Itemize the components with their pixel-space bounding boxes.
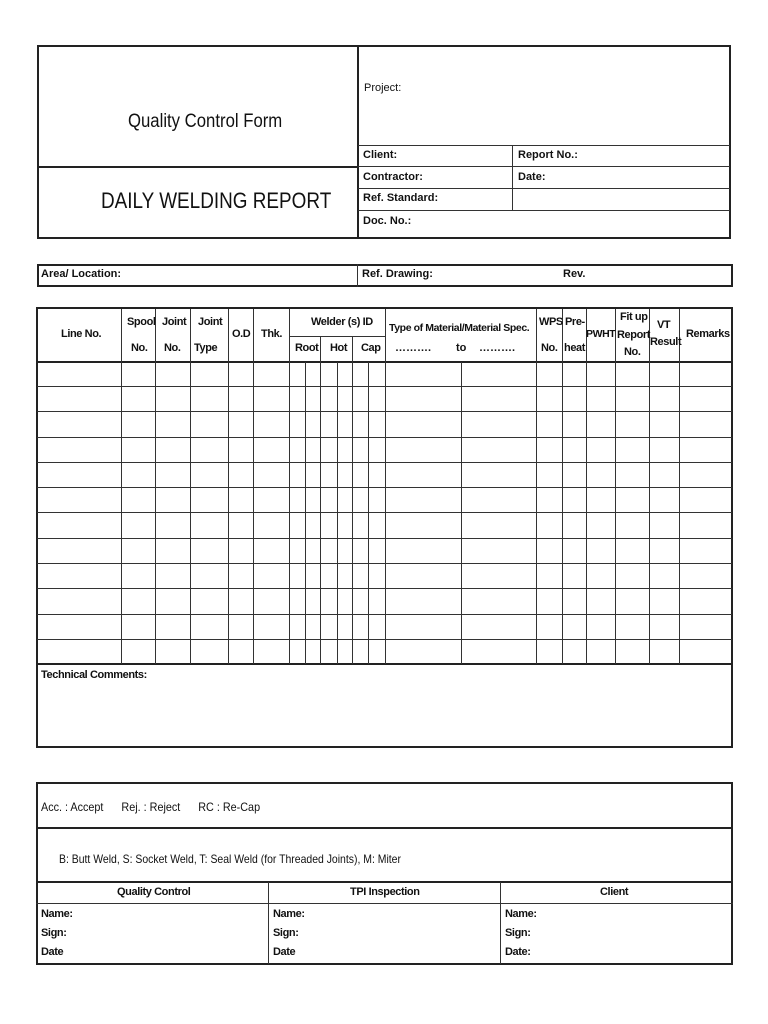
col-cap: Cap <box>361 342 381 354</box>
table-row-line <box>37 538 732 539</box>
contractor-label: Contractor: <box>363 171 423 183</box>
col-root: Root <box>295 342 319 354</box>
signoff-quality-control: Quality Control <box>117 886 191 898</box>
area-location-label: Area/ Location: <box>41 268 122 280</box>
col-material: Type of Material/Material Spec. <box>389 322 530 334</box>
signoff-tpi-inspection: TPI Inspection <box>350 886 420 898</box>
col-welder-id: Welder (s) ID <box>311 316 373 328</box>
table-row-line <box>37 639 732 640</box>
client-name-label: Name: <box>505 908 537 920</box>
col-joint-type-a: Joint <box>198 316 223 328</box>
col-joint-no-a: Joint <box>162 316 187 328</box>
col-pwht: PWHT <box>586 328 616 340</box>
qc-date-label: Date <box>41 946 64 958</box>
rev-label: Rev. <box>563 268 586 280</box>
col-preheat-a: Pre- <box>565 316 585 328</box>
table-column-line <box>352 362 353 664</box>
legend-abbreviations: Acc. : Accept Rej. : Reject RC : Re-Cap <box>41 800 261 814</box>
signoff-client: Client <box>600 886 629 898</box>
col-joint-no-b: No. <box>164 342 181 354</box>
ref-drawing-label: Ref. Drawing: <box>362 268 433 280</box>
project-label: Project: <box>364 82 402 94</box>
col-spool-b: No. <box>131 342 148 354</box>
table-column-line <box>368 362 369 664</box>
col-wps-b: No. <box>541 342 558 354</box>
tpi-name-label: Name: <box>273 908 305 920</box>
col-vt-a: VT <box>657 319 671 331</box>
tpi-date-label: Date <box>273 946 296 958</box>
table-column-line <box>320 337 321 362</box>
qc-sign-label: Sign: <box>41 927 67 939</box>
table-row-line <box>37 437 732 438</box>
date-label: Date: <box>518 171 546 183</box>
col-fitup-a: Fit up <box>620 311 648 323</box>
col-thk: Thk. <box>261 328 283 340</box>
col-joint-type-b: Type <box>194 342 218 354</box>
table-row-line <box>37 614 732 615</box>
table-column-line <box>461 362 462 664</box>
table-row-line <box>37 588 732 589</box>
doc-no-label: Doc. No.: <box>363 215 412 227</box>
ref-standard-label: Ref. Standard: <box>363 192 439 204</box>
technical-comments-label: Technical Comments: <box>41 669 147 681</box>
form-title: Quality Control Form <box>128 111 283 132</box>
col-remarks: Remarks <box>686 328 730 340</box>
col-hot: Hot <box>330 342 348 354</box>
col-od: O.D <box>232 328 251 340</box>
col-vt-b: Result <box>650 336 682 348</box>
table-column-line <box>352 337 353 362</box>
col-fitup-c: No. <box>624 346 641 358</box>
tpi-sign-label: Sign: <box>273 927 299 939</box>
col-line-no: Line No. <box>61 328 102 340</box>
table-row-line <box>37 411 732 412</box>
client-label: Client: <box>363 149 398 161</box>
client-date-label: Date: <box>505 946 531 958</box>
table-column-line <box>320 362 321 664</box>
col-fitup-b: Report <box>617 329 651 341</box>
col-preheat-b: heat <box>564 342 586 354</box>
table-row-line <box>37 386 732 387</box>
table-row-line <box>37 462 732 463</box>
col-material-dots-1: ………. <box>395 342 432 354</box>
report-title: DAILY WELDING REPORT <box>101 188 332 213</box>
table-row-line <box>37 563 732 564</box>
col-material-to: to <box>456 342 467 354</box>
col-spool-a: Spool <box>127 316 156 328</box>
table-column-line <box>337 362 338 664</box>
col-wps-a: WPS <box>539 316 563 328</box>
table-column-line <box>305 362 306 664</box>
table-row-line <box>37 512 732 513</box>
col-material-dots-2: ………. <box>479 342 516 354</box>
client-sign-label: Sign: <box>505 927 531 939</box>
qc-name-label: Name: <box>41 908 73 920</box>
legend-joint-types: B: Butt Weld, S: Socket Weld, T: Seal Weld (for Threaded Joints), M: Miter <box>59 852 401 866</box>
table-row-line <box>37 487 732 488</box>
report-no-label: Report No.: <box>518 149 578 161</box>
